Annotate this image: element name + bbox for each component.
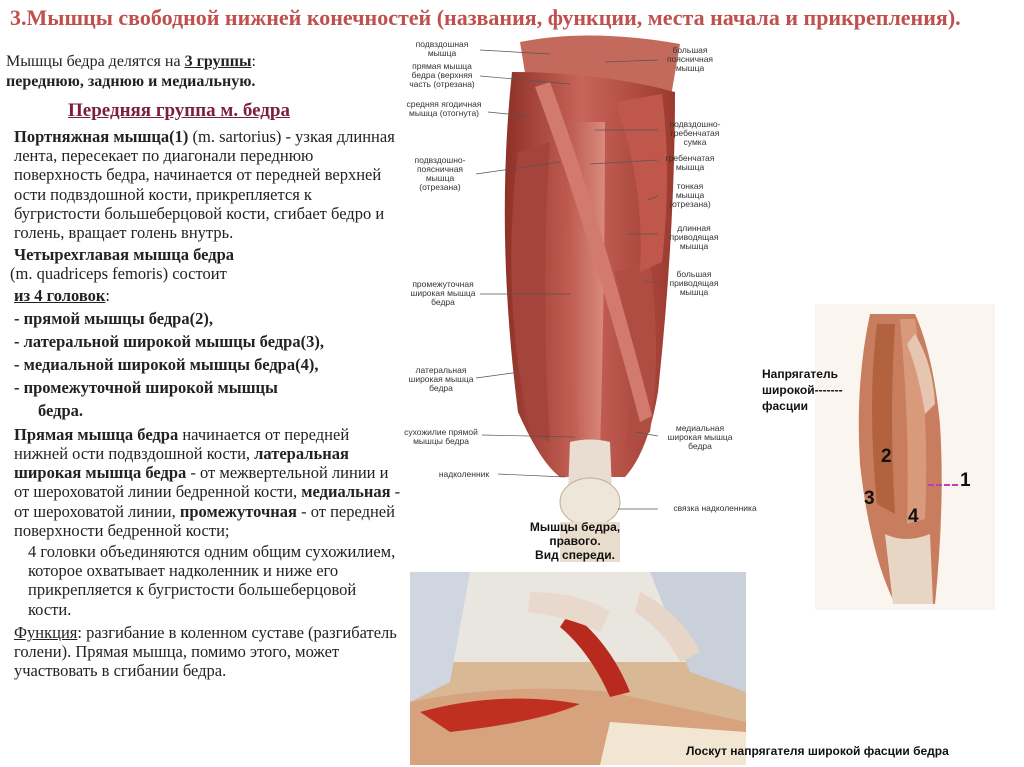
head-4b <box>10 401 402 420</box>
label-iliacus: подвздошная мышца <box>415 39 469 58</box>
sartorius-name: Портняжная мышца(1) <box>14 127 189 146</box>
number-4: 4 <box>908 506 919 527</box>
med-text: - от шероховатой линии, <box>14 482 401 521</box>
sartorius-text: (m. sartorius) - узкая длинная лента, пересекает по диагонали переднюю поверхность бедра, начинается от передней верхней ости подвздошной кости, прикрепляется к бугристости большеберцовой кости, сгибает бедро и голень, вращает голень внутрь. <box>14 127 395 243</box>
head-2 <box>10 332 402 351</box>
origins-paragraph <box>10 425 402 540</box>
sartorius-paragraph <box>10 127 402 242</box>
head-2-text: - латеральной широкой мышцы бедра(3), <box>14 332 324 352</box>
head-4 <box>10 378 402 397</box>
label-iliopectineal-bursa: подвздошно- гребенчатая сумка <box>669 119 721 147</box>
label-rectus-tendon: сухожилие прямой мышцы бедра <box>404 427 478 446</box>
thigh-muscles-figure <box>400 32 770 562</box>
label-patella: надколенник <box>438 469 490 479</box>
quad-name: Четырехглавая мышца бедра <box>14 245 235 265</box>
rect-text: начинается от передней нижней ости подвздошной кости, <box>14 424 350 464</box>
rect-name: Прямая мышца бедра <box>14 424 179 444</box>
label-gluteus-medius: средняя ягодичная мышца (отогнута) <box>406 99 482 118</box>
number-2: 2 <box>881 446 892 467</box>
label-iliopsoas: подвздошно- поясничная мышца (отрезана) <box>414 155 466 192</box>
label-rectus-upper: прямая мышца бедра (верхняя часть (отрезана) <box>409 61 475 89</box>
label-gracilis: тонкая мышца (отрезана) <box>669 181 711 209</box>
quad-title <box>10 245 402 264</box>
head-4b-text: бедра. <box>38 400 84 420</box>
label-adductor-longus: длинная приводящая мышца <box>669 223 719 251</box>
function-text: : разгибание в коленном суставе (разгибатель голени). Прямая мышца, помимо этого, может участвовать в сгибании бедра. <box>14 622 397 681</box>
group-heading: Передняя группа м. бедра <box>68 100 290 121</box>
body-text <box>10 127 402 680</box>
quad-heads-colon: : <box>105 285 110 305</box>
intro-groups-count: 3 группы <box>184 53 252 70</box>
slide-title: 3.Мышцы свободной нижней конечностей (названия, функции, места начала и прикрепления). <box>10 5 961 30</box>
quad-heads-label: из 4 головок <box>14 285 106 305</box>
number-1: 1 <box>960 470 971 491</box>
lat-name: латеральная широкая мышца бедра <box>14 444 349 483</box>
label-vastus-lateralis: латеральная широкая мышца бедра <box>408 365 474 393</box>
label-psoas-major: большая поясничная мышца <box>666 45 714 73</box>
intro-line1-pre: Мышцы бедра делятся на <box>6 53 185 70</box>
number-3: 3 <box>864 488 875 509</box>
head-4-text: - промежуточной широкой мышцы <box>14 378 278 398</box>
figure-caption: Мышцы бедра, правого. Вид спереди. <box>529 520 621 562</box>
int-text: - от передней поверхности бедренной кости; <box>14 501 395 540</box>
intro-line1-post: : <box>251 53 256 70</box>
quad-latin: (m. quadriceps femoris) состоит <box>10 264 227 284</box>
surgery-photo <box>410 572 746 765</box>
med-name: медиальная <box>301 482 391 502</box>
label-vastus-intermedius: промежуточная широкая мышца бедра <box>410 279 476 307</box>
head-1-text: - прямой мышцы бедра(2), <box>14 308 213 328</box>
head-3-text: - медиальной широкой мышцы бедра(4), <box>14 355 319 375</box>
number-1-pointer <box>928 484 958 486</box>
label-patellar-ligament: связка надколенника <box>673 503 757 513</box>
intro-line2: переднюю, заднюю и медиальную. <box>6 73 256 90</box>
photo-caption: Лоскут напрягателя широкой фасции бедра <box>686 744 949 758</box>
head-1 <box>10 309 402 328</box>
intro-text <box>6 52 396 92</box>
surgery-image <box>410 572 746 765</box>
function-paragraph <box>10 623 402 681</box>
lat-text: - от межвертельной линии и от шероховатой линии бедренной кости, <box>14 463 389 502</box>
head-3 <box>10 355 402 374</box>
label-adductor-magnus: большая приводящая мышца <box>669 269 719 297</box>
quad-heads <box>10 286 402 305</box>
int-name: промежуточная <box>179 501 297 521</box>
tfl-label: Напрягатель широкой------- фасции <box>762 367 843 413</box>
tfl-figure <box>815 304 995 610</box>
heads-join-paragraph: 4 головки объединяются одним общим сухожилием, которое охватывает надколенник и ниже его прикрепляется к бугристости большеберцовой кости. <box>28 542 396 619</box>
function-label: Функция <box>14 622 78 642</box>
label-vastus-medialis: медиальная широкая мышца бедра <box>667 423 733 451</box>
label-pectineus: гребенчатая мышца <box>665 153 715 172</box>
tfl-illustration <box>815 304 995 610</box>
